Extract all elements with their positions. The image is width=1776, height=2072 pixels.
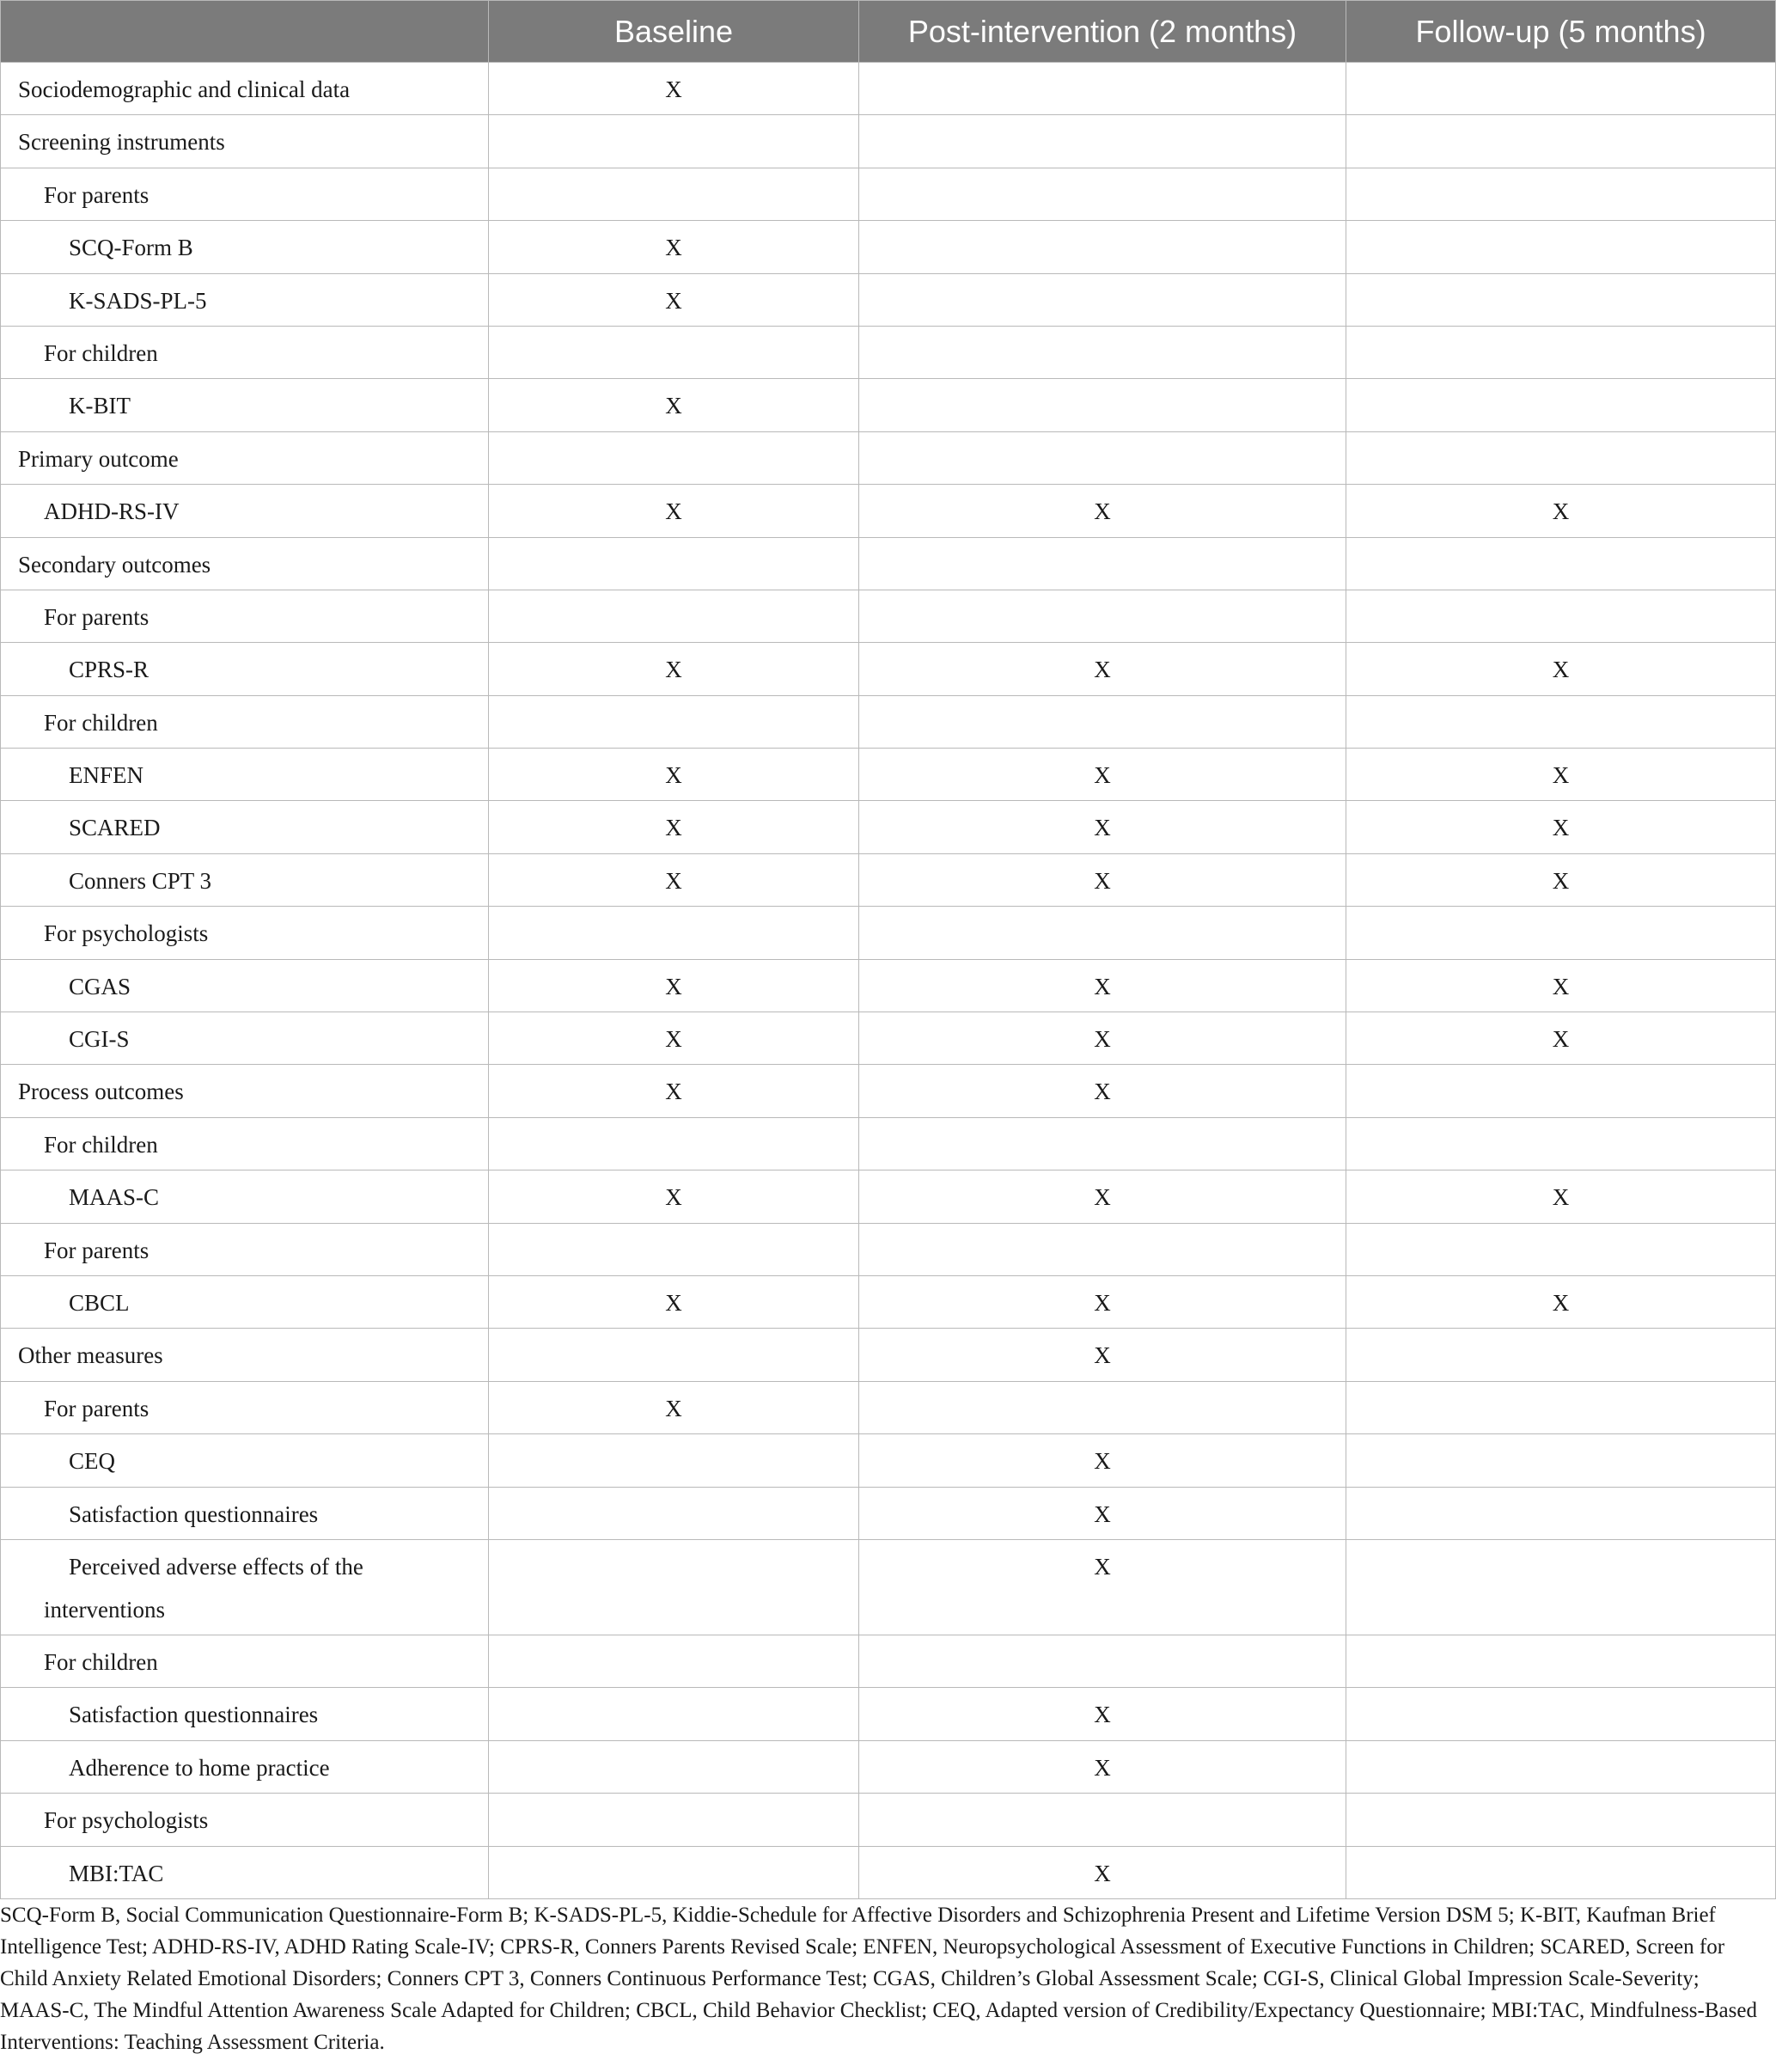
row-label: Conners CPT 3 — [1, 853, 489, 906]
table-row — [1, 1487, 1776, 1539]
post-intervention-mark: X — [859, 853, 1346, 906]
table-row — [1, 1117, 1776, 1170]
post-intervention-mark: X — [859, 1846, 1346, 1898]
follow-up-mark — [1346, 1487, 1776, 1539]
table-header-row — [1, 1, 1776, 63]
table-row — [1, 1688, 1776, 1740]
baseline-mark: X — [489, 379, 859, 431]
baseline-mark — [489, 1487, 859, 1539]
row-label: CGI-S — [1, 1012, 489, 1065]
row-label: CPRS-R — [1, 643, 489, 695]
post-intervention-mark — [859, 63, 1346, 115]
post-intervention-mark: X — [859, 801, 1346, 853]
table-row — [1, 1740, 1776, 1793]
post-intervention-mark: X — [859, 749, 1346, 801]
table-row — [1, 115, 1776, 168]
table-row — [1, 749, 1776, 801]
table-row — [1, 326, 1776, 378]
row-label: CGAS — [1, 959, 489, 1012]
follow-up-mark — [1346, 1539, 1776, 1635]
follow-up-mark — [1346, 168, 1776, 220]
table-row — [1, 63, 1776, 115]
table-row — [1, 1065, 1776, 1117]
row-label: For parents — [1, 1381, 489, 1433]
follow-up-mark: X — [1346, 749, 1776, 801]
table-row — [1, 1846, 1776, 1898]
row-label: K-BIT — [1, 379, 489, 431]
follow-up-mark — [1346, 1381, 1776, 1433]
baseline-mark: X — [489, 221, 859, 273]
baseline-mark: X — [489, 643, 859, 695]
post-intervention-mark — [859, 1117, 1346, 1170]
post-intervention-mark: X — [859, 1275, 1346, 1328]
table-row — [1, 168, 1776, 220]
follow-up-mark — [1346, 907, 1776, 959]
follow-up-mark — [1346, 63, 1776, 115]
baseline-mark — [489, 907, 859, 959]
post-intervention-mark — [859, 695, 1346, 748]
post-intervention-mark — [859, 273, 1346, 326]
table-row — [1, 801, 1776, 853]
post-intervention-mark — [859, 326, 1346, 378]
row-label: SCARED — [1, 801, 489, 853]
table-footnote: SCQ-Form B, Social Communication Questionnaire-Form B; K-SADS-PL-5, Kiddie-Schedule for Affective Disorders and Schizophrenia Present and Lifetime Version DSM 5; K-BIT, Kaufman Brief Intelligence Test; ADHD-RS-IV, ADHD Rating Scale-IV; CPRS-R, Conners Parents Revised Scale; ENFEN, Neuropsychological Assessment of Executive Functions in Children; SCARED, Screen for Child Anxiety Related Emotional Disorders; Conners CPT 3, Conners Continuous Performance Test; CGAS, Children’s Global Assessment Scale; CGI-S, Clinical Global Impression Scale-Severity; MAAS-C, The Mindful Attention Awareness Scale Adapted for Children; CBCL, Child Behavior Checklist; CEQ, Adapted version of Credibility/Expectancy Questionnaire; MBI:TAC, Mindfulness-Based Interventions: Teaching Assessment Criteria. — [0, 1904, 1757, 2054]
row-label: For children — [1, 1635, 489, 1687]
post-intervention-mark — [859, 1381, 1346, 1433]
baseline-mark — [489, 1740, 859, 1793]
baseline-mark — [489, 326, 859, 378]
header-follow-up: Follow-up (5 months) — [1346, 1, 1776, 63]
post-intervention-mark — [859, 168, 1346, 220]
baseline-mark — [489, 1539, 859, 1635]
baseline-mark: X — [489, 485, 859, 537]
post-intervention-mark: X — [859, 1329, 1346, 1381]
baseline-mark — [489, 1223, 859, 1275]
follow-up-mark — [1346, 537, 1776, 590]
row-label: ADHD-RS-IV — [1, 485, 489, 537]
follow-up-mark: X — [1346, 801, 1776, 853]
baseline-mark — [489, 1329, 859, 1381]
table-row — [1, 959, 1776, 1012]
row-label: ENFEN — [1, 749, 489, 801]
header-baseline: Baseline — [489, 1, 859, 63]
table-row — [1, 643, 1776, 695]
baseline-mark: X — [489, 1381, 859, 1433]
follow-up-mark — [1346, 379, 1776, 431]
follow-up-mark: X — [1346, 485, 1776, 537]
follow-up-mark — [1346, 1434, 1776, 1487]
table-row — [1, 1275, 1776, 1328]
table-row — [1, 431, 1776, 484]
row-label: MAAS-C — [1, 1170, 489, 1223]
baseline-mark: X — [489, 1275, 859, 1328]
baseline-mark — [489, 695, 859, 748]
row-label: For parents — [1, 590, 489, 642]
table-row — [1, 379, 1776, 431]
table-row — [1, 853, 1776, 906]
follow-up-mark: X — [1346, 1275, 1776, 1328]
row-label: Satisfaction questionnaires — [1, 1487, 489, 1539]
baseline-mark — [489, 590, 859, 642]
table-row — [1, 1012, 1776, 1065]
baseline-mark — [489, 168, 859, 220]
baseline-mark: X — [489, 853, 859, 906]
baseline-mark — [489, 431, 859, 484]
follow-up-mark: X — [1346, 643, 1776, 695]
row-label: Secondary outcomes — [1, 537, 489, 590]
post-intervention-mark: X — [859, 959, 1346, 1012]
post-intervention-mark: X — [859, 1012, 1346, 1065]
post-intervention-mark — [859, 1223, 1346, 1275]
baseline-mark: X — [489, 801, 859, 853]
table-row — [1, 1170, 1776, 1223]
row-label: Satisfaction questionnaires — [1, 1688, 489, 1740]
row-label: SCQ-Form B — [1, 221, 489, 273]
follow-up-mark — [1346, 1846, 1776, 1898]
header-post-intervention: Post-intervention (2 months) — [859, 1, 1346, 63]
table-row — [1, 537, 1776, 590]
post-intervention-mark — [859, 537, 1346, 590]
post-intervention-mark: X — [859, 1170, 1346, 1223]
baseline-mark: X — [489, 1170, 859, 1223]
post-intervention-mark — [859, 379, 1346, 431]
follow-up-mark — [1346, 1329, 1776, 1381]
row-label: K-SADS-PL-5 — [1, 273, 489, 326]
baseline-mark — [489, 1794, 859, 1846]
baseline-mark — [489, 1635, 859, 1687]
row-label: For children — [1, 695, 489, 748]
post-intervention-mark — [859, 115, 1346, 168]
row-label: Other measures — [1, 1329, 489, 1381]
follow-up-mark — [1346, 695, 1776, 748]
follow-up-mark — [1346, 1740, 1776, 1793]
follow-up-mark — [1346, 1794, 1776, 1846]
post-intervention-mark — [859, 221, 1346, 273]
follow-up-mark — [1346, 1688, 1776, 1740]
post-intervention-mark — [859, 1635, 1346, 1687]
post-intervention-mark — [859, 907, 1346, 959]
baseline-mark: X — [489, 273, 859, 326]
baseline-mark — [489, 115, 859, 168]
table-row — [1, 590, 1776, 642]
table-row — [1, 1539, 1776, 1635]
row-label: Primary outcome — [1, 431, 489, 484]
follow-up-mark — [1346, 221, 1776, 273]
table-row — [1, 1434, 1776, 1487]
follow-up-mark — [1346, 1117, 1776, 1170]
header-measure — [1, 1, 489, 63]
row-label: For psychologists — [1, 1794, 489, 1846]
follow-up-mark — [1346, 1065, 1776, 1117]
row-label: Adherence to home practice — [1, 1740, 489, 1793]
post-intervention-mark: X — [859, 1434, 1346, 1487]
table-row — [1, 1381, 1776, 1433]
baseline-mark: X — [489, 959, 859, 1012]
post-intervention-mark — [859, 1794, 1346, 1846]
follow-up-mark: X — [1346, 853, 1776, 906]
post-intervention-mark — [859, 590, 1346, 642]
follow-up-mark: X — [1346, 959, 1776, 1012]
post-intervention-mark: X — [859, 643, 1346, 695]
post-intervention-mark: X — [859, 1487, 1346, 1539]
table-row — [1, 695, 1776, 748]
table-row — [1, 1794, 1776, 1846]
follow-up-mark — [1346, 1635, 1776, 1687]
follow-up-mark: X — [1346, 1170, 1776, 1223]
row-label: For parents — [1, 1223, 489, 1275]
post-intervention-mark: X — [859, 1740, 1346, 1793]
baseline-mark — [489, 1846, 859, 1898]
table-row — [1, 1329, 1776, 1381]
table-row — [1, 1223, 1776, 1275]
row-label: CEQ — [1, 1434, 489, 1487]
table-row — [1, 907, 1776, 959]
row-label: Screening instruments — [1, 115, 489, 168]
row-label: For children — [1, 326, 489, 378]
row-label: Sociodemographic and clinical data — [1, 63, 489, 115]
follow-up-mark — [1346, 590, 1776, 642]
baseline-mark — [489, 1117, 859, 1170]
row-label: For children — [1, 1117, 489, 1170]
row-label: For parents — [1, 168, 489, 220]
post-intervention-mark: X — [859, 485, 1346, 537]
baseline-mark: X — [489, 63, 859, 115]
table-row — [1, 485, 1776, 537]
post-intervention-mark: X — [859, 1539, 1346, 1635]
table-row — [1, 273, 1776, 326]
row-label: CBCL — [1, 1275, 489, 1328]
row-label: MBI:TAC — [1, 1846, 489, 1898]
follow-up-mark — [1346, 326, 1776, 378]
follow-up-mark — [1346, 1223, 1776, 1275]
baseline-mark — [489, 1688, 859, 1740]
follow-up-mark — [1346, 431, 1776, 484]
baseline-mark: X — [489, 749, 859, 801]
baseline-mark — [489, 1434, 859, 1487]
baseline-mark: X — [489, 1012, 859, 1065]
follow-up-mark: X — [1346, 1012, 1776, 1065]
table-row — [1, 1635, 1776, 1687]
row-label: Perceived adverse effects of the interventions — [1, 1539, 489, 1635]
table-row — [1, 221, 1776, 273]
post-intervention-mark — [859, 431, 1346, 484]
post-intervention-mark: X — [859, 1065, 1346, 1117]
table-body — [1, 63, 1776, 1899]
follow-up-mark — [1346, 115, 1776, 168]
baseline-mark — [489, 537, 859, 590]
baseline-mark: X — [489, 1065, 859, 1117]
row-label: For psychologists — [1, 907, 489, 959]
post-intervention-mark: X — [859, 1688, 1346, 1740]
follow-up-mark — [1346, 273, 1776, 326]
row-label: Process outcomes — [1, 1065, 489, 1117]
